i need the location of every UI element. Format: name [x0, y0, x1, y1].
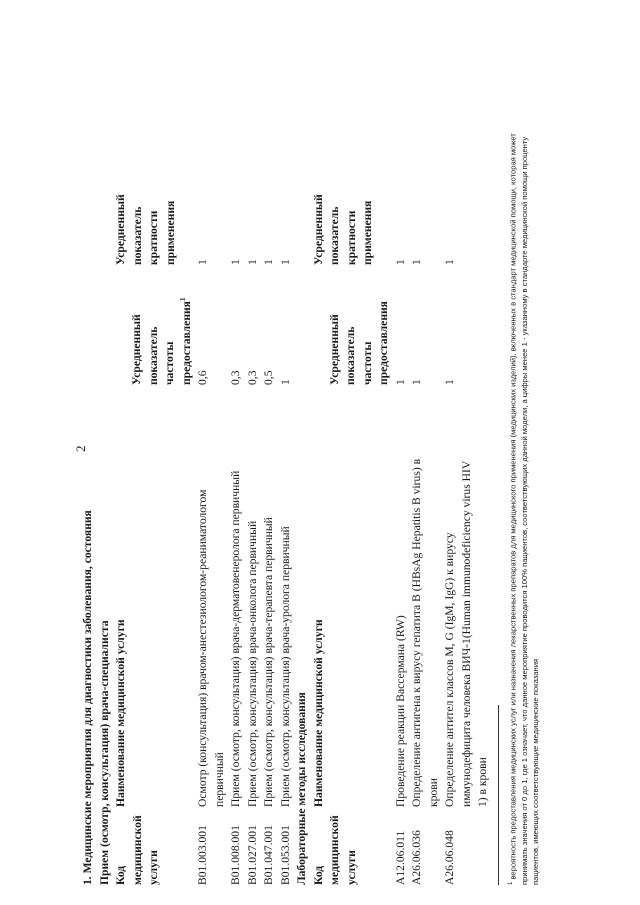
table-header-consultations [113, 105, 195, 885]
header-code: Код медицинской услуги [114, 815, 160, 885]
header-multiplicity: Усредненный показатель кратности применения [114, 194, 177, 265]
table-row: B01.003.001 Осмотр (консультация) врачом-анестезиологом-реаниматологом первичный 0,6 1 [196, 259, 226, 885]
header-multiplicity: Усредненный показатель кратности применения [311, 194, 374, 265]
header-service-name: Наименование медицинской услуги [311, 619, 325, 807]
subsection-title-lab: Лабораторные методы исследования [295, 692, 308, 885]
table-row: B01.053.001 Прием (осмотр, консультация) врача-уролога первичный 1 1 [278, 259, 292, 885]
document-page [80, 105, 590, 885]
subsection-title-consultations: Прием (осмотр, консультация) врача-специалиста [97, 620, 111, 885]
table-row: B01.008.001 Прием (осмотр, консультация) врача-дерматовенеролога первичный 0,3 1 [229, 259, 242, 885]
header-service-name: Наименование медицинской услуги [114, 619, 127, 807]
table-header-lab [311, 105, 393, 885]
table-row: B01.027.001 Прием (осмотр, консультация) врача-онколога первичный 0,3 1 [245, 259, 259, 885]
footnote-text: вероятность предоставления медицинских услуг или назначения лекарственных препаратов для медицинского применения (медицинских изделий), включенных в стандарт медицинской помощи, которая может принимать значения от 0 до 1, где 1 означает, что данное мероприятие проводится 100% пациентов, соответствующих данной модели, а цифры менее 1 - указанному в стандарте медицинской помощи проценту пациентов, имеющих соответствующие медицинские показания [508, 133, 540, 885]
header-frequency: Усредненный показатель частоты предоставления [327, 301, 390, 385]
table-row: B01.047.001 Прием (осмотр, консультация) врача-терапевта первичный 0,5 1 [262, 259, 275, 885]
footnote-separator [498, 705, 499, 885]
table-row: A12.06.011 Проведение реакции Вассермана (RW) 1 1 [393, 259, 407, 885]
page-number: 2 [73, 445, 88, 452]
footnote-ref: 1 [178, 297, 187, 302]
table-row: A26.06.036 Определение антигена к вирусу гепатита B (HBsAg Hepatitis B virus) в крови 1 1 [410, 259, 440, 885]
header-frequency: Усредненный показатель частоты предоставления$^1$ [130, 297, 193, 385]
header-code: Код медицинской услуги [311, 815, 358, 885]
section-title: 1. Медицинские мероприятия для диагностики заболевания, состояния [81, 510, 94, 885]
footnote-mark: 1 [508, 881, 514, 885]
footnote [506, 125, 541, 885]
table-row: A26.06.048 Определение антител классов M, G (IgM, IgG) к вирусу иммунодефицита человека ВИЧ-1(Human immunodeficiency virus HIV 1) в крови 1 1 [443, 259, 489, 885]
